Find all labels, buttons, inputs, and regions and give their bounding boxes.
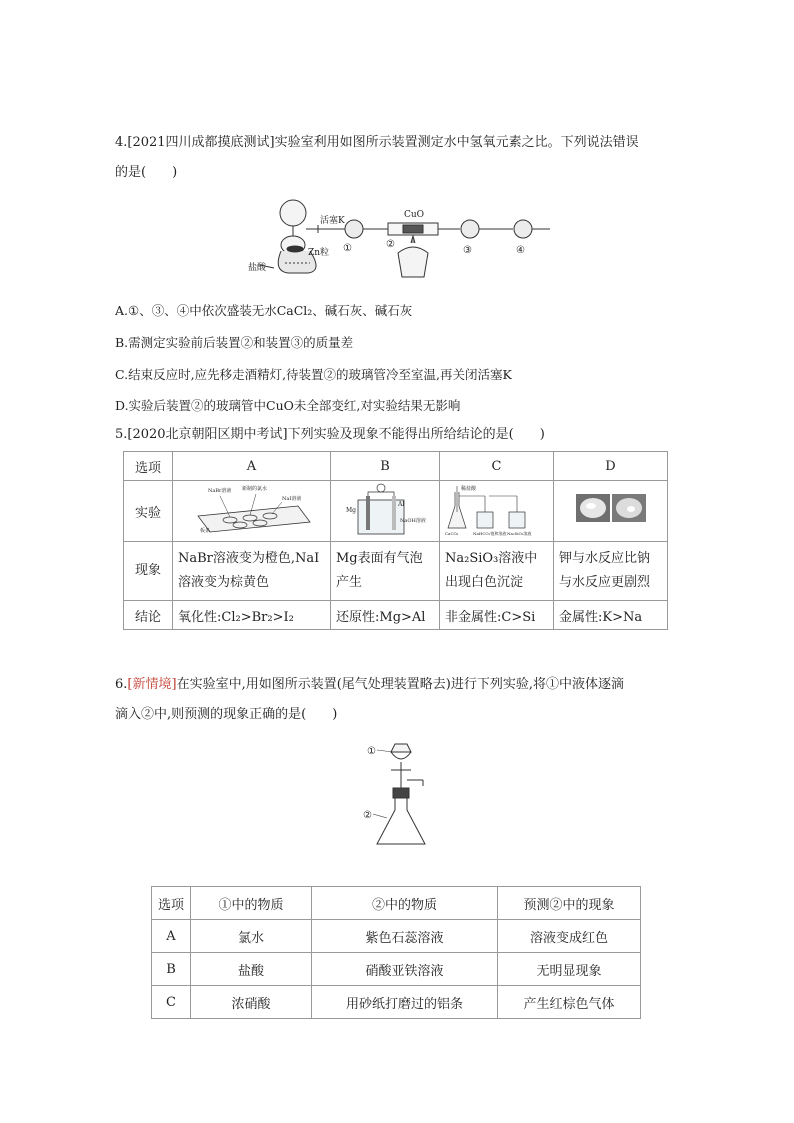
q4-option-b: B.需测定实验前后装置②和装置③的质量差 [115,335,354,350]
q5-exp-b [331,481,440,542]
q6-header-substance1: ①中的物质 [191,887,312,920]
q5-stem-text: 下列实验及现象不能得出所给结论的是( ) [287,427,545,442]
q6-row-c-sub2: 用砂纸打磨过的铝条 [312,986,498,1019]
q6-row-a-sub1: 氯水 [191,920,312,953]
q4-apparatus-figure [248,193,558,281]
spot-label-plate: 板条 [200,528,211,534]
q4-option-c: C.结束反应时,应先移走酒精灯,待装置②的玻璃管冷至室温,再关闭活塞K [115,367,512,382]
q4-source: [2021四川成都摸底测试] [127,135,275,150]
acid-label-hcl: 稀盐酸 [461,486,477,492]
q6-row-c-option: C [152,986,191,1019]
q4-label-n2: ② [386,239,395,250]
q5-header-a: A [173,452,331,481]
q5-concl-a: 氧化性:Cl₂>Br₂>I₂ [173,601,331,630]
q5-source: [2020北京朝阳区期中考试] [127,427,288,442]
spot-label-nabr: NaBr溶液 [208,488,232,494]
q4-label-n1: ① [343,243,352,254]
q6-header-row [152,887,641,920]
q6-row-a-sub2: 紫色石蕊溶液 [312,920,498,953]
q6-row-a [152,920,641,953]
q5-concl-b: 还原性:Mg>Al [331,601,440,630]
q4-label-n4: ④ [516,245,525,256]
cell-label-mg: Mg [346,507,356,514]
q4-stem-line2: 的是( ) [115,165,178,180]
q5-number: 5. [115,427,128,442]
q5-conclusion-label: 结论 [124,601,173,630]
q5-experiment-label: 实验 [124,481,173,542]
q5-phen-b: Mg表面有气泡产生 [331,542,440,601]
q6-table [151,886,641,1019]
q5-concl-d: 金属性:K>Na [554,601,668,630]
q6-stem [115,675,685,725]
q4-label-valve: 活塞K [320,216,345,226]
q6-row-c-sub1: 浓硝酸 [191,986,312,1019]
q6-fig-n1: ① [367,746,376,757]
q5-header-b: B [331,452,440,481]
cell-label-naoh: NaOH溶液 [400,518,426,524]
q5-table [123,451,668,630]
q6-header-option: 选项 [152,887,191,920]
q5-exp-c [440,481,554,542]
q5-phen-c: Na₂SiO₃溶液中出现白色沉淀 [440,542,554,601]
q5-experiment-row [124,481,668,542]
q5-header-row [124,452,668,481]
q6-header-prediction: 预测②中的现象 [498,887,641,920]
q4-label-zinc: Zn粒 [308,248,330,258]
spot-label-chlorine: 新制的氯水 [242,486,268,492]
acid-label-caco3: CaCO₃ [445,531,459,536]
q6-row-b-option: B [152,953,191,986]
q4-label-acid: 盐酸 [248,263,267,273]
q5-header-d: D [554,452,668,481]
q6-row-b-sub2: 硝酸亚铁溶液 [312,953,498,986]
q5-exp-d [554,481,668,542]
q6-source-tag: [新情境] [127,677,177,692]
spot-plate-figure [178,484,318,534]
q4-option-d: D.实验后装置②的玻璃管中CuO未全部变红,对实验结果无影响 [115,398,461,413]
cell-label-al: Al [398,501,405,508]
q5-exp-a [173,481,331,542]
spot-label-nai: NaI溶液 [282,496,302,502]
q4-label-cuo: CuO [404,210,425,220]
q6-row-c-pred: 产生红棕色气体 [498,986,641,1019]
q6-flask-figure [355,740,445,850]
q6-row-b [152,953,641,986]
acid-label-na2sio3: Na₂SiO₃溶液 [507,531,532,536]
q5-phen-d: 钾与水反应比钠与水反应更剧烈 [554,542,668,601]
q4-label-n3: ③ [463,245,472,256]
q4-stem [115,133,685,183]
q5-header-option: 选项 [124,452,173,481]
q6-row-b-pred: 无明显现象 [498,953,641,986]
q6-row-a-pred: 溶液变成红色 [498,920,641,953]
q6-stem-line1: 在实验室中,用如图所示装置(尾气处理装置略去)进行下列实验,将①中液体逐滴 [176,677,624,692]
q6-header-substance2: ②中的物质 [312,887,498,920]
q4-option-a: A.①、③、④中依次盛装无水CaCl₂、碱石灰、碱石灰 [115,303,413,318]
q5-conclusion-row [124,601,668,630]
q5-phenomenon-label: 现象 [124,542,173,601]
q6-row-c [152,986,641,1019]
q6-fig-n2: ② [363,810,372,821]
q6-row-a-option: A [152,920,191,953]
acid-label-nahco3: NaHCO₃饱和溶液 [473,531,507,536]
q6-row-b-sub1: 盐酸 [191,953,312,986]
acid-strength-figure [445,482,540,536]
q4-number: 4. [115,135,128,150]
q5-phenomenon-row [124,542,668,601]
metal-water-photos [576,494,646,524]
q5-stem [115,425,685,445]
q5-phen-a: NaBr溶液变为橙色,NaI溶液变为棕黄色 [173,542,331,601]
q5-header-c: C [440,452,554,481]
q4-stem-line1: 实验室利用如图所示装置测定水中氢氧元素之比。下列说法错误 [274,135,639,150]
q6-stem-line2: 滴入②中,则预测的现象正确的是( ) [115,707,338,722]
q6-number: 6. [115,677,128,692]
q5-concl-c: 非金属性:C>Si [440,601,554,630]
galvanic-cell-figure [336,482,426,536]
